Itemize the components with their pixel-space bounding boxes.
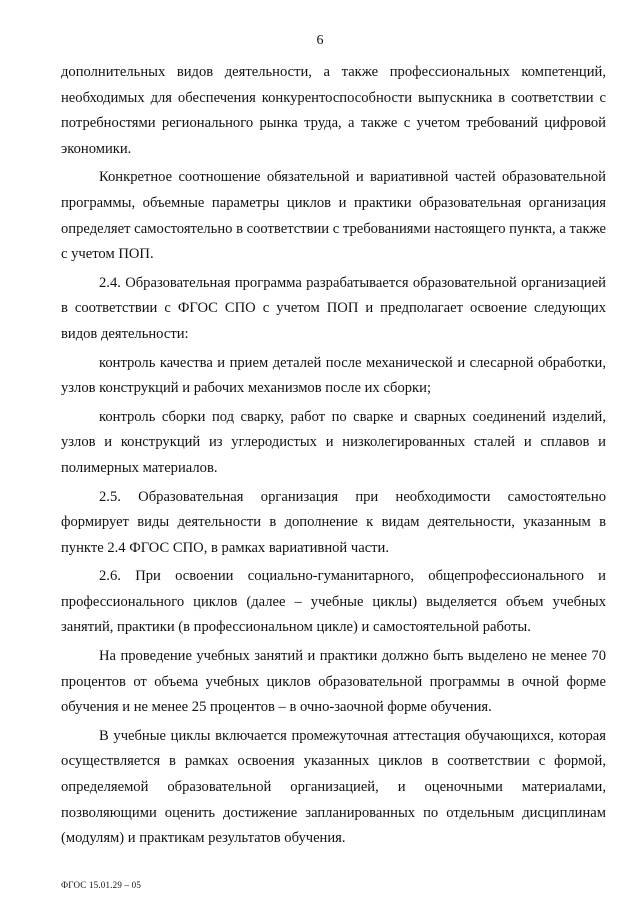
paragraph-2-4: 2.4. Образовательная программа разрабатывается образовательной организацией в соответствии с ФГОС СПО с учетом ПОП и предполагает освоение следующих видов деятельности: [61,274,606,342]
paragraph-2-6: 2.6. При освоении социально-гуманитарного, общепрофессионального и профессионального циклов (далее – учебные циклы) выделяется объем учебных занятий, практики (в профессиональном цикле) и самостоятельной работы. [61,568,606,636]
document-body [61,60,606,852]
paragraph-assessment: В учебные циклы включается промежуточная аттестация обучающихся, которая осуществляется в рамках освоения указанных циклов в соответствии с формой, определяемой образовательной организацией, и оценочными материалами, позволяющими оценить достижение запланированных по отдельным дисциплинам (модулям) и практикам результатов обучения. [61,727,606,847]
paragraph-activity-1: контроль качества и прием деталей после механической и слесарной обработки, узлов конструкций и рабочих механизмов после их сборки; [61,354,606,397]
footer-document-code: ФГОС 15.01.29 – 05 [61,880,142,890]
paragraph-program-ratio: Конкретное соотношение обязательной и вариативной частей образовательной программы, объемные параметры циклов и практики образовательная организация определяет самостоятельно в соответствии с требованиями настоящего пункта, а также с учетом ПОП. [61,169,606,263]
paragraph-study-volume: На проведение учебных занятий и практики должно быть выделено не менее 70 процентов от объема учебных циклов образовательной программы в очной форме обучения и не менее 25 процентов – в очно-заочной форме обучения. [61,648,606,716]
page-number: 6 [316,33,324,48]
paragraph-activity-2: контроль сборки под сварку, работ по сварке и сварных соединений изделий, узлов и конструкций из углеродистых и низколегированных сталей и сплавов и полимерных материалов. [61,408,606,476]
paragraph-continuation: дополнительных видов деятельности, а также профессиональных компетенций, необходимых для обеспечения конкурентоспособности выпускника в соответствии с потребностями регионального рынка труда, а также с учетом требований цифровой экономики. [61,64,606,157]
paragraph-2-5: 2.5. Образовательная организация при необходимости самостоятельно формирует виды деятельности в дополнение к видам деятельности, указанным в пункте 2.4 ФГОС СПО, в рамках вариативной части. [61,488,606,556]
